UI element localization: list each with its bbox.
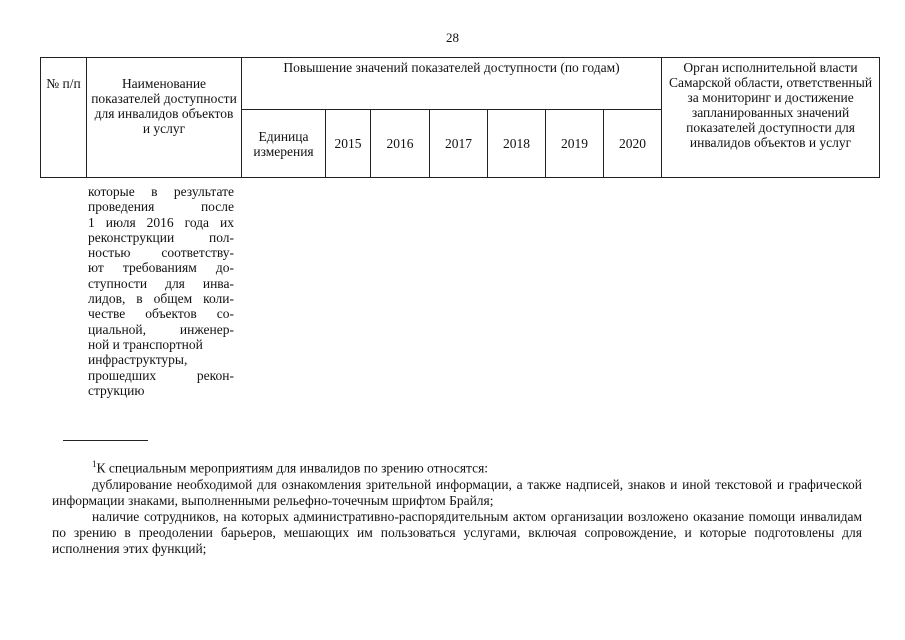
header-year: 2020 (604, 110, 662, 178)
indicator-continuation-text (88, 184, 234, 398)
text-line: ной и транспортной (88, 336, 203, 352)
text-line: инфраструктуры, (88, 352, 188, 368)
text-line: реконструкции пол- (88, 229, 234, 245)
footnote-separator (63, 440, 148, 441)
text-line: лидов, в общем коли- (88, 291, 234, 307)
text-line: проведения после (88, 199, 234, 215)
header-responsible-body: Орган исполнительной власти Самарской области, ответственный за мониторинг и достижение запланированных значений показателей доступности для инвалидов объектов и услуг (662, 58, 880, 178)
text-line: циальной, инженер- (88, 321, 234, 337)
text-line: которые в результате (88, 184, 234, 199)
text-line: 1 июля 2016 года их (88, 214, 234, 230)
footnote-marker: 1 (92, 459, 97, 469)
footnote-intro-text: К специальным мероприятиям для инвалидов по зрению относятся: (96, 460, 489, 476)
header-year: 2017 (430, 110, 488, 178)
text-line: честве объектов со- (88, 306, 234, 322)
header-year: 2019 (546, 110, 604, 178)
text-line: прошедших рекон- (88, 367, 234, 383)
header-number: № п/п (41, 58, 87, 178)
text-line: ют требованиям до- (88, 260, 234, 276)
footnote-intro (52, 456, 862, 477)
text-line: ступности для инва- (88, 275, 234, 291)
header-indicator-name: Наименование показателей доступности для инвалидов объектов и услуг (87, 58, 242, 178)
header-increase: Повышение значений показателей доступности (по годам) (242, 58, 662, 110)
footnote-item-staff: наличие сотрудников, на которых административно-распорядительным актом организации возложено оказание помощи инвалидам по зрению в преодолении барьеров, мешающих им пользоваться услугами, включая сопровождение, и которые подготовлены для исполнения этих функций; (52, 508, 862, 556)
indicators-table-header (40, 57, 880, 178)
text-line: ностью соответству- (88, 245, 234, 261)
header-unit: Единица измерения (242, 110, 326, 178)
text-line: струкцию (88, 382, 145, 398)
header-year: 2015 (326, 110, 371, 178)
footnote (52, 456, 862, 557)
header-year: 2018 (488, 110, 546, 178)
page-number: 28 (446, 30, 459, 45)
footnote-item-braille: дублирование необходимой для ознакомления зрительной информации, а также надписей, знаков и иной текстовой и графической информации знаками, выполненными рельефно-точечным шрифтом Брайля; (52, 476, 862, 508)
header-year: 2016 (371, 110, 430, 178)
